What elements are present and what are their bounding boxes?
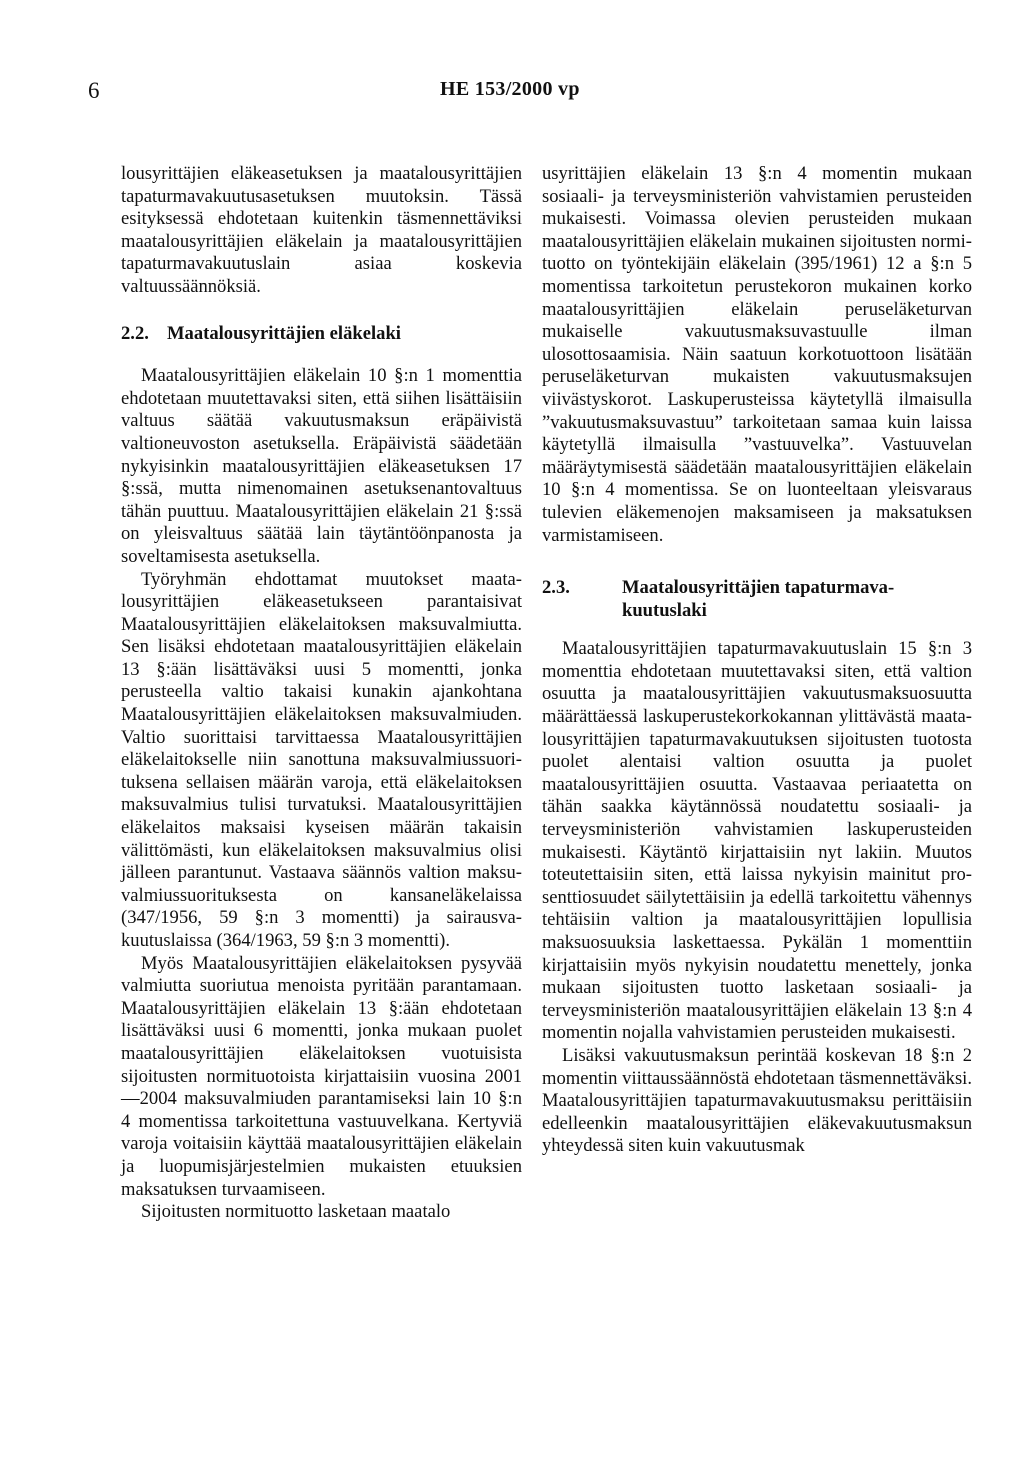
paragraph: Maatalousyrittäjien tapaturmavakuutuslain 15 §:n 3 momenttia ehdotetaan muutettavaksi siten, että valtion osuutta ja maatalousyrittäjien vakuutusmaksuosuutta määrättäessä laskuperustekorkokannan ylittävästä maatalousyrittäjien tapaturmavakuutuksen sijoitusten tuotosta puolet alentaisi valtion osuutta ja puolet maatalousyrittäjien osuutta. Vastaavaa periaatetta on tähän saakka käytännössä noudatettu sosiaali- ja terveysministeriön vahvistamien laskuperusteiden mukaisesti. Käytäntö kirjattaisiin nyt lakiin. Muutos toteutettaisiin siten, että laissa nykyisin mainitut prosenttiosuudet säilytettäisiin ja edellä tarkoitettu vähennys tehtäisiin valtion ja maatalousyrittäjien lopullisia maksuosuuksia laskettaessa. Pykälän 1 momenttiin kirjattaisiin myös nykyisin noudatettu menettely, jonka mukaan sijoitusten tuotto lasketaan sosiaali- ja terveysministeriön maatalousyrittäjien eläkelain 13 §:n 4 momentin nojalla vahvistamien perusteiden mukaisesti.	[542, 638, 972, 1044]
left-column	[121, 163, 522, 1224]
paragraph: Sijoitusten normituotto lasketaan maatalo	[141, 1201, 451, 1223]
section-title: Maatalousyrittäjien eläkelaki	[167, 322, 401, 344]
paragraph: Myös Maatalousyrittäjien eläkelaitoksen pysyvää valmiutta suoriutua menoista pyritään parantamaan. Maatalousyrittäjien eläkelain 13 §:ään ehdotetaan lisättäväksi uusi 6 momentti, jonka mukaan puolet maatalousyrittäjien eläkelaitoksen vuotuisista sijoitusten normituotoista kirjattaisiin vuosina 2001—2004 maksuvalmiuden parantamiseksi lain 10 §:n 4 momentissa tarkoitettuna vastuuvelkana. Kertyviä varoja voitaisiin käyttää maatalousyrittäjien eläkelain ja luopumisjärjestelmien mukaisten etuuksien maksatuksen turvaamiseen.	[121, 952, 522, 1200]
section-number: 2.3.	[542, 577, 570, 599]
paragraph: usyrittäjien eläkelain 13 §:n 4 momentin mukaan sosiaali- ja terveysministeriön vahvistamien perusteiden mukaisesti. Voimassa olevien perusteiden mukaan maatalousyrittäjien eläkelain mukainen sijoitusten normituotto on työntekijäin eläkelain (395/1961) 12 a §:n 5 momentissa tarkoitetun perustekoron mukainen korko maatalousyrittäjien eläkelain peruseläketurvan mukaiselle vakuutusmaksuvastuulle ilman ulosottosaamisia. Näin saatuun korkotuottoon lisätään peruseläketurvan mukaisten vakuutusmaksujen viivästyskorot. Laskuperusteissa käytetyllä ilmaisulla ”vakuutusmaksuvastuu” tarkoitetaan samaa kuin laissa käytetyllä ilmaisulla ”vastuuvelka”. Vastuuvelan määräytymisestä säädetään maatalousyrittäjien eläkelain 10 §:n 4 momentissa. Se on luonteeltaan yleisvaraus tulevien eläkemenojen maksamiseen ja maksatuksen varmistamiseen.	[542, 163, 972, 546]
section-number: 2.2.	[121, 322, 149, 344]
paragraph: Lisäksi vakuutusmaksun perintää koskevan 18 §:n 2 momentin viittaussäännöstä ehdotetaan täsmennettäväksi. Maatalousyrittäjien tapaturmavakuutusmaksu perittäisiin edelleenkin maatalousyrittäjien eläkevakuutusmaksun yhteydessä siten kuin vakuutusmak	[542, 1044, 972, 1157]
page-number: 6	[88, 78, 100, 103]
right-column	[542, 163, 972, 1158]
running-head: HE 153/2000 vp	[440, 78, 580, 100]
paragraph: lousyrittäjien eläkeasetuksen ja maatalousyrittäjien tapaturmavakuutusasetuksen muutoksin. Tässä esityksessä ehdotetaan kuitenkin täsmennettäviksi maatalousyrittäjien eläkelain ja maatalousyrittäjien tapaturmavakuutuslain asiaa koskevia valtuussäännöksiä.	[121, 163, 522, 297]
paragraph: Maatalousyrittäjien eläkelain 10 §:n 1 momenttia ehdotetaan muutettavaksi siten, että siihen lisättäisiin valtuus säätää vakuutusmaksun eräpäivistä valtioneuvoston asetuksella. Eräpäivistä säädetään nykyisinkin maatalousyrittäjien eläkeasetuksen 17 §:ssä, mutta nimenomainen asetuksenantovaltuus tähän puuttuu. Maatalousyrittäjien eläkelain 21 §:ssä on yleisvaltuus säätää lain täytäntöönpanosta ja soveltamisesta asetuksella.	[121, 365, 522, 567]
section-heading-2-3	[542, 577, 972, 622]
section-heading-2-2	[121, 323, 522, 346]
section-title: Maatalousyrittäjien tapaturmavakuutuslaki	[622, 577, 895, 621]
paragraph: Työryhmän ehdottamat muutokset maatalousyrittäjien eläkeasetukseen parantaisivat Maatalousyrittäjien eläkelaitoksen maksuvalmiutta. Sen lisäksi ehdotetaan maatalousyrittäjien eläkelain 13 §:ään lisättäväksi uusi 5 momentti, jonka perusteella valtio takaisi kunakin ajankohtana Maatalousyrittäjien eläkelaitoksen maksuvalmiuden. Valtio suorittaisi tarvittaessa Maatalousyrittäjien eläkelaitokselle niin sanottuna maksuvalmiussuorituksena sellaisen määrän varoja, että eläkelaitoksen maksuvalmius tulisi turvatuksi. Maatalousyrittäjien eläkelaitos maksaisi kyseisen määrän takaisin välittömästi, kun eläkelaitoksen maksuvalmius olisi jälleen parantunut. Vastaava säännös valtion maksuvalmiussuorituksesta on kansaneläkelaissa (347/1956, 59 §:n 3 momentti) ja sairausvakuutuslaissa (364/1963, 59 §:n 3 momentti).	[121, 568, 522, 951]
